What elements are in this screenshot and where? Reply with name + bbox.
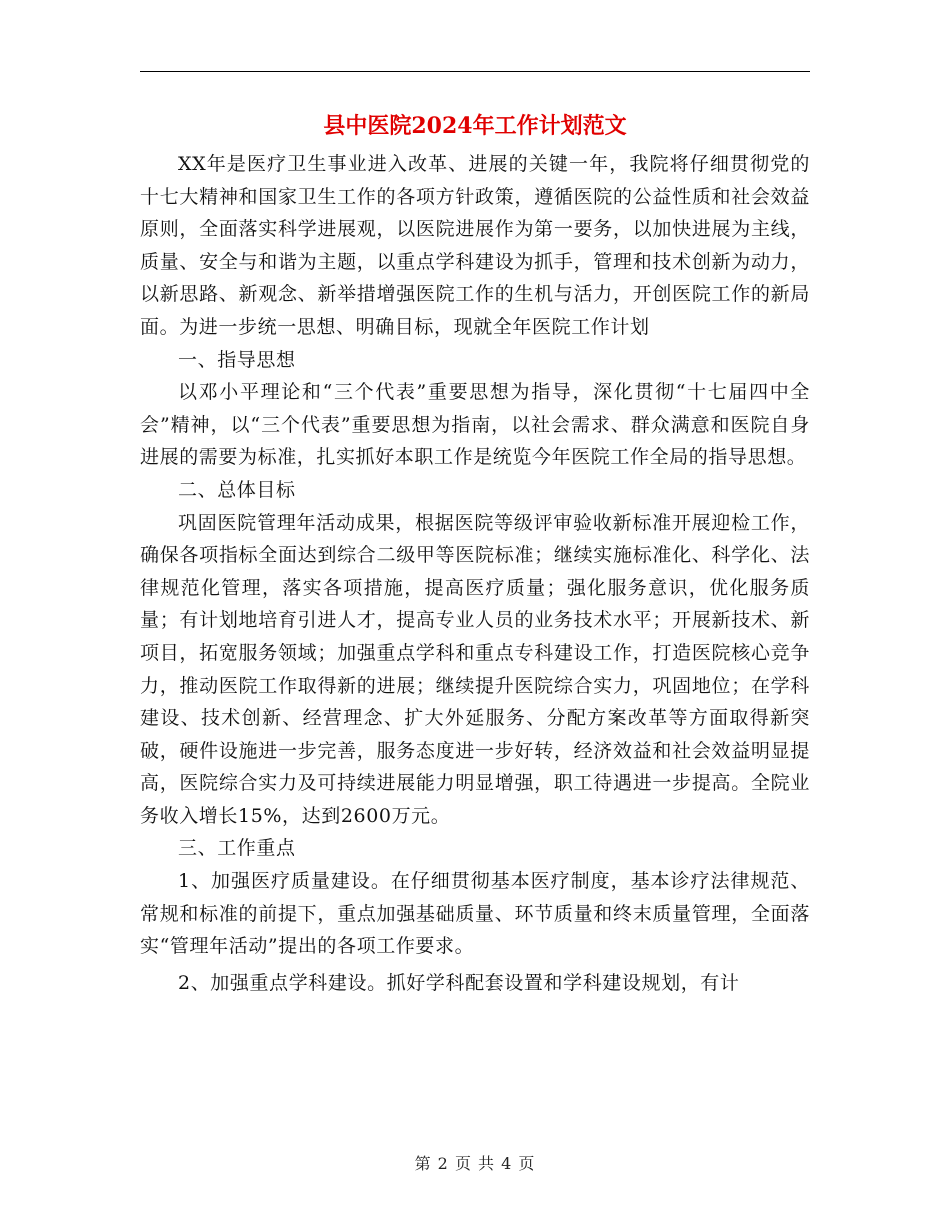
intro-paragraph: XX年是医疗卫生事业进入改革、进展的关键一年，我院将仔细贯彻党的十七大精神和国家卫生工作的各项方针政策，遵循医院的公益性质和社会效益原则，全面落实科学进展观，以医院进展作为第一要务，以加快进展为主线，质量、安全与和谐为主题，以重点学科建设为抓手，管理和技术创新为动力，以新思路、新观念、新举措增强医院工作的生机与活力，开创医院工作的新局面。为进一步统一思想、明确目标，现就全年医院工作计划 — [140, 153, 810, 338]
section-heading-guiding-thought: 一、指导思想 — [178, 348, 296, 371]
document-body — [140, 148, 810, 999]
page-number-footer: 第 2 页 共 4 页 — [414, 1154, 536, 1173]
overall-goals-paragraph: 巩固医院管理年活动成果，根据医院等级评审验收新标准开展迎检工作，确保各项指标全面达到综合二级甲等医院标准；继续实施标准化、科学化、法律规范化管理，落实各项措施，提高医疗质量；强化服务意识，优化服务质量；有计划地培育引进人才，提高专业人员的业务技术水平；开展新技术、新项目，拓宽服务领域；加强重点学科和重点专科建设工作，打造医院核心竞争力，推动医院工作取得新的进展；继续提升医院综合实力，巩固地位；在学科建设、技术创新、经营理念、扩大外延服务、分配方案改革等方面取得新突破，硬件设施进一步完善，服务态度进一步好转，经济效益和社会效益明显提高，医院综合实力及可持续进展能力明显增强，职工待遇进一步提高。全院业务收入增长15%，达到2600万元。 — [140, 511, 810, 827]
section-heading-work-focus: 三、工作重点 — [178, 837, 296, 860]
section-heading-overall-goals: 二、总体目标 — [178, 478, 296, 501]
document-title: 县中医院2024年工作计划范文 — [323, 113, 627, 139]
work-focus-item-2: 2、加强重点学科建设。抓好学科配套设置和学科建设规划，有计 — [178, 971, 740, 994]
header-rule — [140, 71, 810, 72]
guiding-thought-paragraph: 以邓小平理论和“三个代表”重要思想为指导，深化贯彻“十七届四中全会”精神，以“三个代表”重要思想为指南，以社会需求、群众满意和医院自身进展的需要为标准，扎实抓好本职工作是统览今年医院工作全局的指导思想。 — [140, 381, 810, 469]
work-focus-item-1: 1、加强医疗质量建设。在仔细贯彻基本医疗制度，基本诊疗法律规范、常规和标准的前提下，重点加强基础质量、环节质量和终末质量管理，全面落实“管理年活动”提出的各项工作要求。 — [140, 870, 810, 958]
